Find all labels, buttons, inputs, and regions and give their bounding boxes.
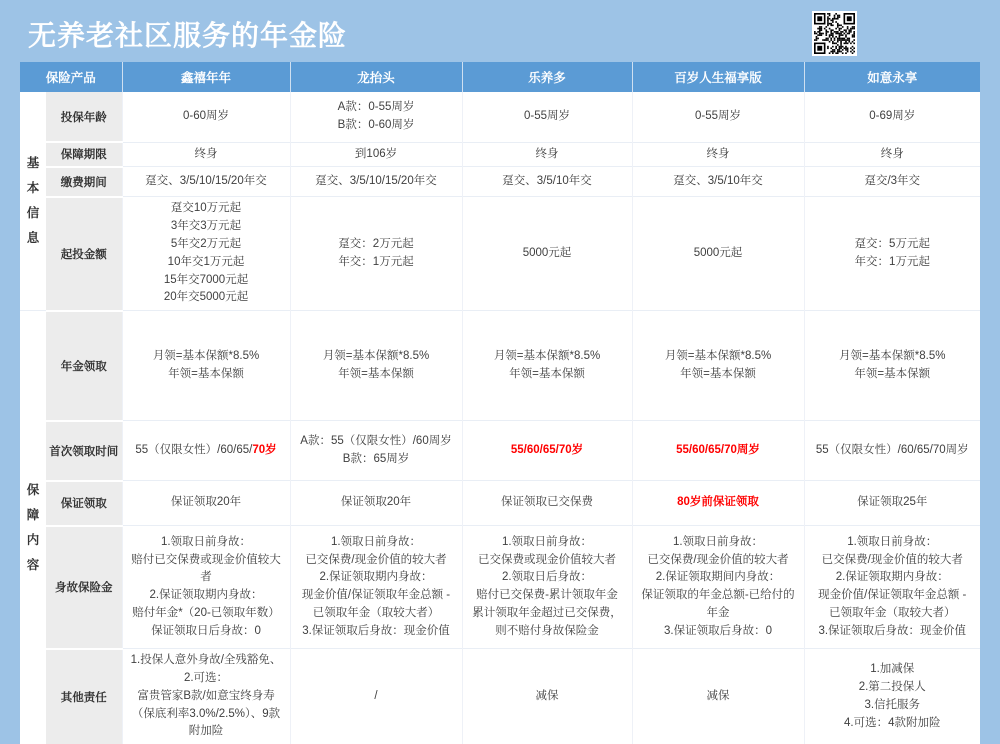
comparison-table <box>20 62 980 744</box>
group-label: 保障内容 <box>20 311 46 744</box>
table-cell: 终身 <box>122 142 290 167</box>
table-cell: 终身 <box>462 142 632 167</box>
table-cell: 减保 <box>462 649 632 744</box>
table-cell: 1.领取日前身故： 已交保费/现金价值的较大者 2.保证领取期间内身故： 保证领取的年金总额-已给付的年金 3.保证领取后身故：0 <box>632 526 804 649</box>
table-cell: 趸交、3/5/10/15/20年交 <box>122 167 290 197</box>
table-row <box>20 142 980 167</box>
table-cell: 到106岁 <box>290 142 462 167</box>
column-header: 如意永享 <box>804 62 980 92</box>
page-title: 无养老社区服务的年金险 <box>28 20 348 51</box>
table-cell: 80岁前保证领取 <box>632 481 804 526</box>
column-header: 鑫禧年年 <box>122 62 290 92</box>
header-row <box>20 62 980 92</box>
column-header: 乐养多 <box>462 62 632 92</box>
table-cell: 趸交10万元起 3年交3万元起 5年交2万元起 10年交1万元起 15年交7000元起 20年交5000元起 <box>122 197 290 311</box>
table-cell: 终身 <box>804 142 980 167</box>
table-cell: 55（仅限女性）/60/65/70岁 <box>122 421 290 481</box>
row-label: 投保年龄 <box>46 92 122 142</box>
table-cell: 月领=基本保额*8.5% 年领=基本保额 <box>462 311 632 421</box>
qr-code-icon <box>812 11 857 56</box>
table-row <box>20 167 980 197</box>
row-label: 缴费期间 <box>46 167 122 197</box>
table-cell: 1.领取日前身故： 已交保费/现金价值的较大者 2.保证领取期内身故： 现金价值/保证领取年金总额 -已领取年金（取较大者） 3.保证领取后身故：现金价值 <box>290 526 462 649</box>
table-cell: 保证领取20年 <box>290 481 462 526</box>
table-cell: 5000元起 <box>632 197 804 311</box>
table-cell: 减保 <box>632 649 804 744</box>
table-cell: / <box>290 649 462 744</box>
corner-header: 保险产品 <box>20 62 122 92</box>
row-label: 身故保险金 <box>46 526 122 649</box>
table-cell: 终身 <box>632 142 804 167</box>
column-header: 龙抬头 <box>290 62 462 92</box>
table-cell: 0-60周岁 <box>122 92 290 142</box>
table-cell: 保证领取20年 <box>122 481 290 526</box>
table-cell: 55（仅限女性）/60/65/70周岁 <box>804 421 980 481</box>
table-cell: 保证领取25年 <box>804 481 980 526</box>
table-cell: 55/60/65/70周岁 <box>632 421 804 481</box>
table-row <box>20 311 980 421</box>
table-row <box>20 481 980 526</box>
row-label: 年金领取 <box>46 311 122 421</box>
table-cell: 保证领取已交保费 <box>462 481 632 526</box>
row-label: 首次领取时间 <box>46 421 122 481</box>
table-cell: 趸交、3/5/10年交 <box>632 167 804 197</box>
table-row <box>20 421 980 481</box>
table-cell: 趸交、3/5/10年交 <box>462 167 632 197</box>
row-label: 其他责任 <box>46 649 122 744</box>
table-cell: 趸交：2万元起 年交：1万元起 <box>290 197 462 311</box>
table-cell: 1.加减保 2.第二投保人 3.信托服务 4.可选：4款附加险 <box>804 649 980 744</box>
row-label: 起投金额 <box>46 197 122 311</box>
group-label: 基本信息 <box>20 92 46 311</box>
table-cell: 0-55周岁 <box>462 92 632 142</box>
row-label: 保证领取 <box>46 481 122 526</box>
table-row <box>20 526 980 649</box>
table-cell: A款：55（仅限女性）/60周岁 B款：65周岁 <box>290 421 462 481</box>
table-row <box>20 197 980 311</box>
table-cell: 5000元起 <box>462 197 632 311</box>
table-row <box>20 649 980 744</box>
table-cell: 月领=基本保额*8.5% 年领=基本保额 <box>290 311 462 421</box>
table-cell: A款：0-55周岁 B款：0-60周岁 <box>290 92 462 142</box>
table-cell: 1.领取日前身故： 赔付已交保费或现金价值较大者 2.保证领取期内身故： 赔付年金*（20-已领取年数） 保证领取日后身故：0 <box>122 526 290 649</box>
table-cell: 趸交/3年交 <box>804 167 980 197</box>
table-cell: 趸交：5万元起 年交：1万元起 <box>804 197 980 311</box>
table-cell: 趸交、3/5/10/15/20年交 <box>290 167 462 197</box>
row-label: 保障期限 <box>46 142 122 167</box>
table-cell: 月领=基本保额*8.5% 年领=基本保额 <box>804 311 980 421</box>
table-cell: 1.投保人意外身故/全残豁免、 2.可选： 富贵管家B款/如意宝终身寿（保底利率3.0%/2.5%）、9款附加险 <box>122 649 290 744</box>
table-cell: 55/60/65/70岁 <box>462 421 632 481</box>
table-cell: 0-55周岁 <box>632 92 804 142</box>
column-header: 百岁人生福享版 <box>632 62 804 92</box>
table-cell: 月领=基本保额*8.5% 年领=基本保额 <box>122 311 290 421</box>
table-row <box>20 92 980 142</box>
table-cell: 月领=基本保额*8.5% 年领=基本保额 <box>632 311 804 421</box>
table-cell: 0-69周岁 <box>804 92 980 142</box>
table-cell: 1.领取日前身故： 已交保费或现金价值较大者 2.领取日后身故： 赔付已交保费-累计领取年金 累计领取年金超过已交保费，则不赔付身故保险金 <box>462 526 632 649</box>
table-cell: 1.领取日前身故： 已交保费/现金价值的较大者 2.保证领取期内身故： 现金价值/保证领取年金总额 -已领取年金（取较大者） 3.保证领取后身故：现金价值 <box>804 526 980 649</box>
